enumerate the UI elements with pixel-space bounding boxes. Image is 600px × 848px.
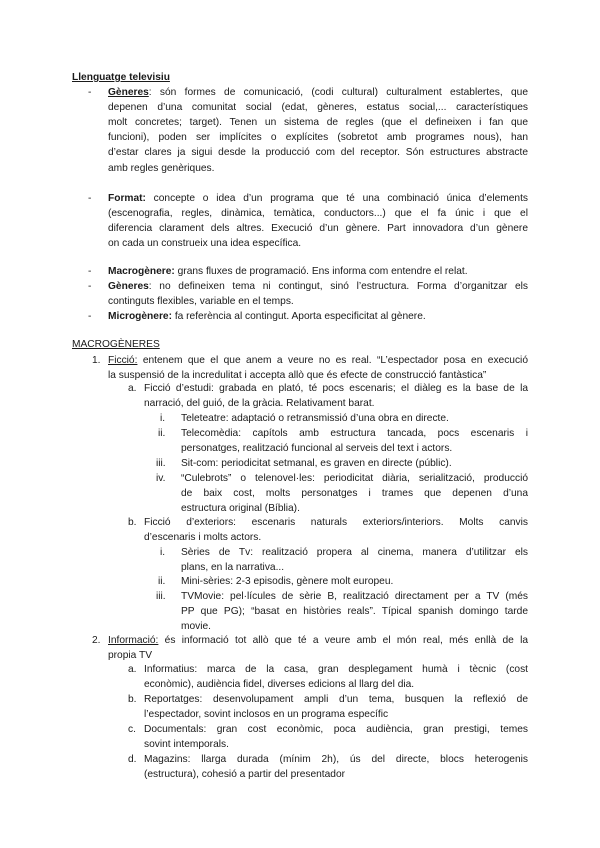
list-item-text: Informatius: marca de la casa, gran desplegament humà i tècnic (cost <box>144 664 528 675</box>
list-item-text: Telecomèdia: capítols amb estructura tancada, pocs escenaris i <box>181 428 528 439</box>
generes-term: Gèneres <box>108 87 149 98</box>
list-letter: b. <box>128 517 137 528</box>
generes-line: molt concretes; target). Tenen un sistema de regles (que el defineixen i fan que <box>108 117 528 128</box>
format-line: (escenografia, regles, dinàmica, temàtica, conductors...) que el fa únic i que el <box>108 208 528 219</box>
page-title: Llenguatge televisiu <box>72 72 170 83</box>
list-letter: a. <box>128 383 137 394</box>
list-letter: b. <box>128 694 137 705</box>
list-item-text: Documentals: gran cost econòmic, poca audiència, gran prestigi, temes <box>144 724 528 735</box>
list-letter: a. <box>128 664 137 675</box>
bullet-dash: - <box>88 266 92 277</box>
list-item-text: personatges, realització funcional al serveis del text i actors. <box>181 443 453 454</box>
generes-text: : són formes de comunicació, (codi cultural) culturalment establertes, que <box>148 87 528 98</box>
list-item-text: sovint intemporals. <box>144 739 229 750</box>
list-item-text: Reportatges: desenvolupament ampli d’un tema, busquen la reflexió de <box>144 694 528 705</box>
list-item-text: Teleteatre: adaptació o retransmissió d’una obra en directe. <box>181 413 449 424</box>
macrogenere-line <box>108 265 468 278</box>
generes2-line: continguts flexibles, variable en el temps. <box>108 296 294 307</box>
list-item-text: Mini-sèries: 2-3 episodis, gènere molt europeu. <box>181 576 394 587</box>
list-roman: iv. <box>156 473 166 484</box>
generes2-line-0 <box>108 280 528 293</box>
list-item-text: (estructura), cohesió a partir del presentador <box>144 769 346 780</box>
informacio-line: propia TV <box>108 650 152 661</box>
generes2-text: : no defineixen tema ni contingut, sinó l’estructura. Forma d’organitzar els <box>148 281 528 292</box>
format-line-0 <box>108 192 528 205</box>
format-text: concepte o idea d’un programa que té una combinació única d’elements <box>145 193 528 204</box>
list-roman: ii. <box>158 576 166 587</box>
list-item-text: plans, en la narrativa... <box>181 562 285 573</box>
list-item-text: movie. <box>181 621 212 632</box>
exteriors-line: Ficció d’exteriors: escenaris naturals exteriors/interiors. Molts canvis <box>144 517 528 528</box>
estudi-line: narració, del guió, de la gràcia. Relativament barat. <box>144 398 375 409</box>
microgenere-text: fa referència al contingut. Aporta especificitat al gènere. <box>171 311 426 322</box>
exteriors-line: d’escenaris i molts actors. <box>144 532 262 543</box>
list-item-text: Sèries de Tv: realització propera al cinema, manera d’utilitzar els <box>181 547 528 558</box>
format-line: diferencia clarament dels altres. Execució d’un gènere. Part innovadora d’un gènere <box>108 223 528 234</box>
generes-line: depenen d’una comunitat social (edat, gèneres, estatus social,... característiques <box>108 102 528 113</box>
bullet-dash: - <box>88 193 92 204</box>
informacio-label: Informació: <box>108 635 159 646</box>
ficcio-text: entenem que el que anem a veure no es real. “L’espectador posa en execució <box>137 355 528 366</box>
generes2-term: Gèneres <box>108 281 149 292</box>
format-term: Format: <box>108 193 146 204</box>
list-item-text: Magazins: llarga durada (mínim 2h), ús del directe, blocs heterogenis <box>144 754 528 765</box>
list-item-text: TVMovie: pel·lícules de sèrie B, realització directament per a TV (més <box>181 591 528 602</box>
microgenere-term: Microgènere: <box>108 311 172 322</box>
list-item-text: Sit-com: periodicitat setmanal, es graven en directe (públic). <box>181 458 452 469</box>
section-heading: MACROGÈNERES <box>72 339 160 350</box>
list-item-text: de baix cost, molts personatges i trames que depenen d’una <box>181 488 528 499</box>
list-item-text: estructura original (Bíblia). <box>181 503 300 514</box>
ficcio-label: Ficció: <box>108 355 138 366</box>
list-roman: iii. <box>156 458 166 469</box>
ficcio-line: la suspensió de la incredulitat i accepta allò que és efecte de construcció fantàstica” <box>108 370 487 381</box>
list-roman: iii. <box>156 591 166 602</box>
estudi-line: Ficció d’estudi: grabada en plató, té pocs escenaris; el diàleg es la base de la <box>144 383 528 394</box>
generes-line: d’estar clares ja sigui desde la producció com del receptor. Són estructures abstracte <box>108 147 528 158</box>
bullet-dash: - <box>88 87 92 98</box>
ficcio-line-0 <box>108 354 528 367</box>
list-roman: ii. <box>158 428 166 439</box>
list-item-text: “Culebrots” o telenovel·les: periodicitat diària, serialització, producció <box>181 473 528 484</box>
bullet-dash: - <box>88 281 92 292</box>
macrogenere-text: grans fluxes de programació. Ens informa com entendre el relat. <box>174 266 468 277</box>
microgenere-line <box>108 310 426 323</box>
macrogenere-term: Macrogènere: <box>108 266 175 277</box>
list-letter: d. <box>128 754 137 765</box>
generes-line: amb regles genèriques. <box>108 163 215 174</box>
informacio-text: és informació tot allò que té a veure amb el món real, més enllà de la <box>158 635 528 646</box>
list-item-text: econòmic), audiència fidel, diverses edicions al llarg del dia. <box>144 679 415 690</box>
list-number: 2. <box>92 635 101 646</box>
informacio-line-0 <box>108 634 528 647</box>
generes-line: funcioni), poden ser implícites o explícites (sobretot amb programes nous), han <box>108 132 528 143</box>
format-line: on cada un construeix una idea específica. <box>108 238 302 249</box>
generes-line-0 <box>108 86 528 99</box>
list-number: 1. <box>92 355 101 366</box>
list-item-text: l’espectador, sovint inclosos en un programa específic <box>144 709 389 720</box>
list-roman: i. <box>160 413 166 424</box>
list-item-text: PP que PG); “basat en històries reals”. Típical spanish domingo tarde <box>181 606 528 617</box>
list-letter: c. <box>128 724 136 735</box>
list-roman: i. <box>160 547 166 558</box>
bullet-dash: - <box>88 311 92 322</box>
